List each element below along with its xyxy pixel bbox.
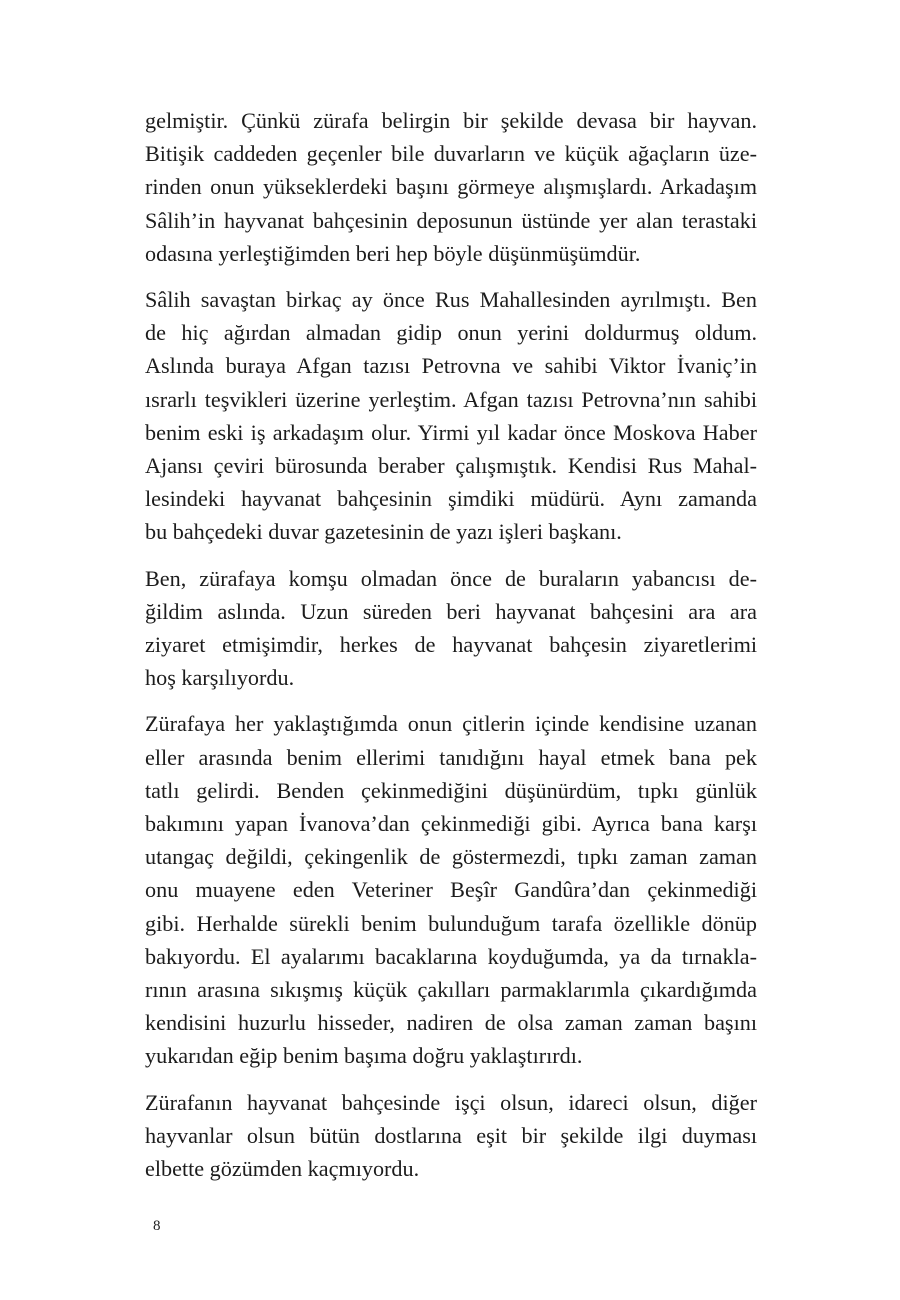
text-line: Sâlih savaştan birkaç ay önce Rus Mahallesinden ayrılmıştı. Ben xyxy=(145,287,757,313)
text-line: gelmiştir. Çünkü zürafa belirgin bir şekilde devasa bir hayvan. xyxy=(145,108,757,133)
text-line: kendisini huzurlu hisseder, nadiren de olsa zaman zaman başını xyxy=(145,1010,757,1036)
text-line: bakıyordu. El ayalarımı bacaklarına koyduğumda, ya da tırnakla- xyxy=(145,943,757,969)
text-line: Aslında buraya Afgan tazısı Petrovna ve sahibi Viktor İvaniç’in xyxy=(145,353,757,379)
text-line: Sâlih’in hayvanat bahçesinin deposunun üstünde yer alan terastaki xyxy=(145,207,757,233)
text-line: odasına yerleştiğimden beri hep böyle düşünmüşümdür. xyxy=(145,240,641,266)
text-line: Zürafaya her yaklaştığımda onun çitlerin içinde kendisine uzanan xyxy=(145,711,757,737)
text-line: bakımını yapan İvanova’dan çekinmediği gibi. Ayrıca bana karşı xyxy=(145,811,757,837)
paragraph-1 xyxy=(145,104,757,270)
text-line: gibi. Herhalde sürekli benim bulunduğum tarafa özellikle dönüp xyxy=(145,910,757,936)
text-line: Zürafanın hayvanat bahçesinde işçi olsun, idareci olsun, diğer xyxy=(145,1089,757,1115)
text-line: rinden onun yükseklerdeki başını görmeye alışmışlardı. Arkadaşım xyxy=(145,174,757,200)
text-line: eller arasında benim ellerimi tanıdığını hayal etmek bana pek xyxy=(145,744,757,770)
text-line: ğildim aslında. Uzun süreden beri hayvanat bahçesini ara ara xyxy=(145,598,757,624)
text-line: ziyaret etmişimdir, herkes de hayvanat bahçesin ziyaretlerimi xyxy=(145,632,757,658)
text-line: tatlı gelirdi. Benden çekinmediğini düşünürdüm, tıpkı günlük xyxy=(145,777,757,803)
text-line: yukarıdan eğip benim başıma doğru yaklaştırırdı. xyxy=(145,1043,583,1069)
page-number: 8 xyxy=(153,1218,161,1234)
text-line: de hiç ağırdan almadan gidip onun yerini doldurmuş oldum. xyxy=(145,320,757,346)
text-line: elbette gözümden kaçmıyordu. xyxy=(145,1156,420,1182)
paragraph-3 xyxy=(145,562,757,695)
text-line: Ajansı çeviri bürosunda beraber çalışmıştık. Kendisi Rus Mahal- xyxy=(145,453,757,479)
text-line: Ben, zürafaya komşu olmadan önce de buraların yabancısı de- xyxy=(145,565,757,591)
body-text xyxy=(145,104,757,1198)
paragraph-5 xyxy=(145,1086,757,1186)
text-line: onu muayene eden Veteriner Beşîr Gandûra’dan çekinmediği xyxy=(145,877,757,903)
text-line: utangaç değildi, çekingenlik de göstermezdi, tıpkı zaman zaman xyxy=(145,844,757,870)
text-line: Bitişik caddeden geçenler bile duvarların ve küçük ağaçların üze- xyxy=(145,141,757,167)
text-line: hoş karşılıyordu. xyxy=(145,665,295,691)
text-line: hayvanlar olsun bütün dostlarına eşit bir şekilde ilgi duyması xyxy=(145,1122,757,1148)
text-line: rının arasına sıkışmış küçük çakılları parmaklarımla çıkardığımda xyxy=(145,977,757,1003)
text-line: benim eski iş arkadaşım olur. Yirmi yıl kadar önce Moskova Haber xyxy=(145,419,757,445)
text-line: lesindeki hayvanat bahçesinin şimdiki müdürü. Aynı zamanda xyxy=(145,486,757,512)
text-line: ısrarlı teşvikleri üzerine yerleştim. Afgan tazısı Petrovna’nın sahibi xyxy=(145,386,757,412)
paragraph-2 xyxy=(145,283,757,549)
text-line: bu bahçedeki duvar gazetesinin de yazı işleri başkanı. xyxy=(145,519,622,545)
paragraph-4 xyxy=(145,707,757,1072)
